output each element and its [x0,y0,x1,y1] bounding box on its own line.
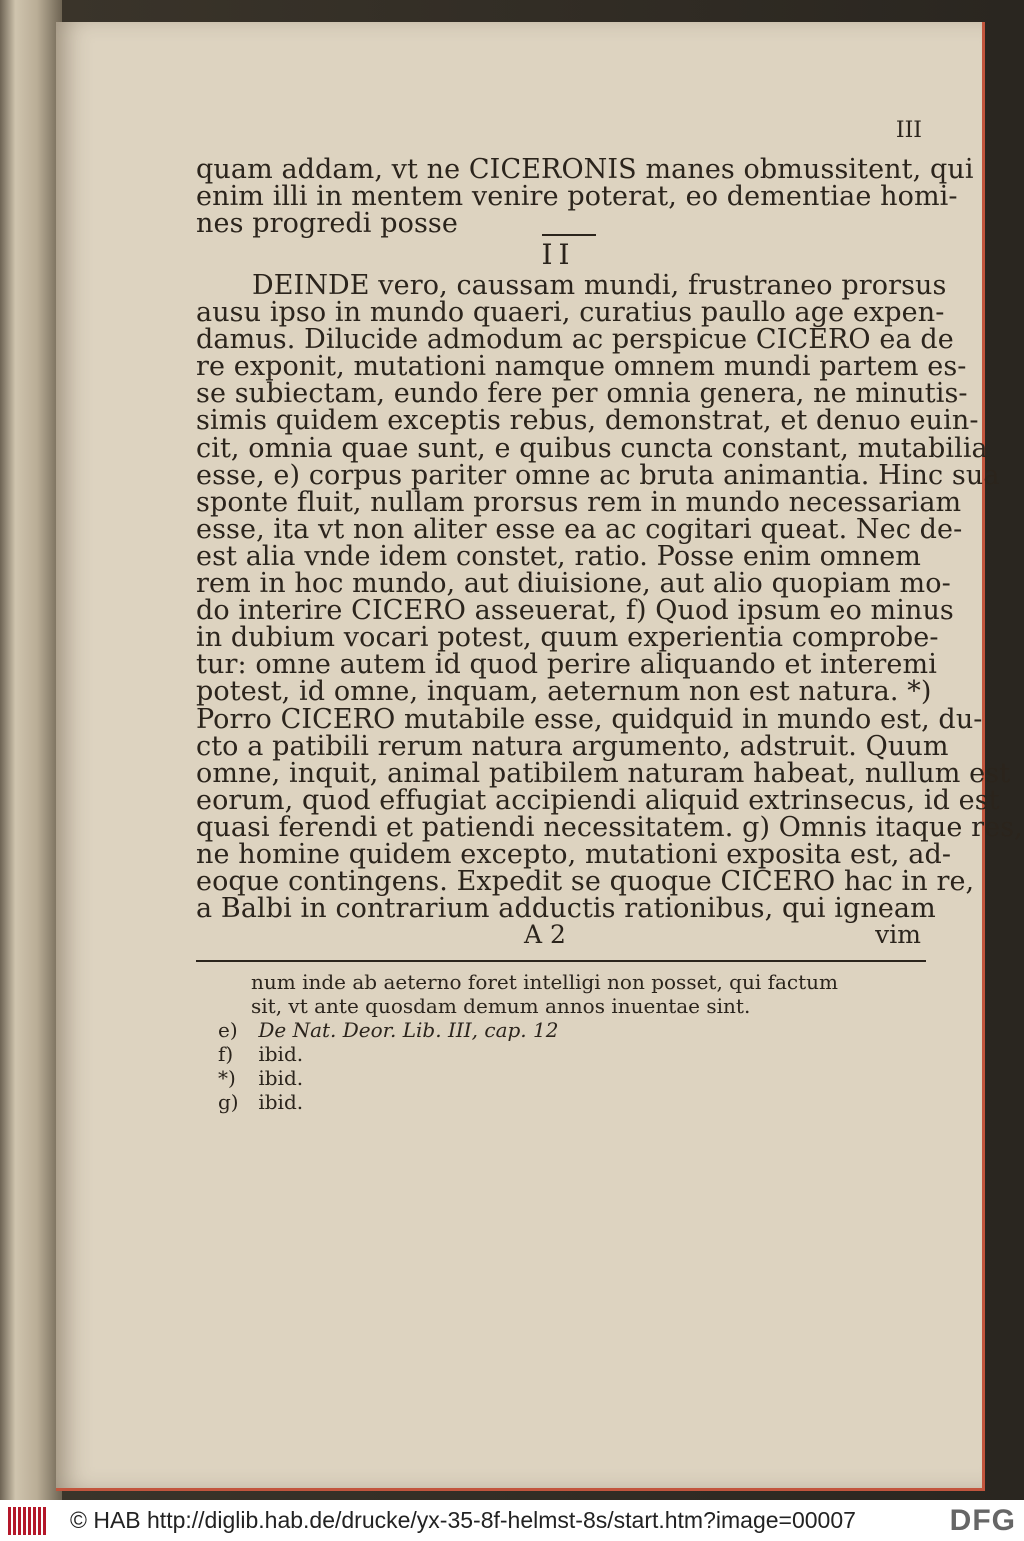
text-line: omne, inquit, animal patibilem naturam habeat, nullum est [196,757,1011,789]
footnote-mark: f) [218,1042,234,1066]
footnote-mark: *) [218,1066,236,1090]
section-heading: II [541,238,576,271]
footnote-text: ibid. [258,1066,304,1090]
page-number: III [895,118,922,143]
footnote-e [196,1018,896,1042]
footnote-rule [196,960,926,962]
footnote-text: De Nat. Deor. Lib. III, cap. 12 [258,1018,559,1042]
text-line: se subiectam, eundo fere per omnia genera, ne minutis- [196,378,968,410]
hab-logo-icon [8,1507,48,1535]
footnote-mark: e) [218,1018,238,1042]
footnote-star [196,1066,896,1090]
text-line: ne homine quidem excepto, mutationi exposita est, ad- [196,838,952,870]
dfg-logo: DFG [949,1504,1016,1537]
signature-mark: A 2 [524,920,566,949]
text-line: ausu ipso in mundo quaeri, curatius paullo age expen- [196,297,945,329]
text-line: potest, id omne, inquam, aeternum non est natura. *) [196,676,932,708]
text-line: in dubium vocari potest, quum experientia comprobe- [196,622,939,654]
text-line: Porro CICERO mutabile esse, quidquid in mundo est, du- [196,703,983,735]
footnotes [196,970,896,1114]
text-line: eoque contingens. Expedit se quoque CICERO hac in re, [196,866,975,898]
text-line: est alia vnde idem constet, ratio. Posse enim omnem [196,540,921,572]
section-heading-block [196,232,921,272]
signature-row [196,920,921,952]
footer-citation: © HAB http://diglib.hab.de/drucke/yx-35-8f-helmst-8s/start.htm?image=00007 [70,1507,856,1533]
text-line: quam addam, vt ne CICERONIS manes obmussitent, qui [196,154,974,185]
text-line: simis quidem exceptis rebus, demonstrat, et denuo euin- [196,405,979,437]
footnote-line: sit, vt ante quosdam demum annos inuentae sint. [251,994,751,1018]
text-line: a Balbi in contrarium adductis rationibus, qui igneam [196,893,936,925]
book-page [56,22,1023,1491]
text-line: cit, omnia quae sunt, e quibus cuncta constant, mutabilia [196,432,988,464]
text-line: rem in hoc mundo, aut diuisione, aut alio quopiam mo- [196,568,951,600]
text-line: re exponit, mutationi namque omnem mundi partem es- [196,351,967,383]
text-line: damus. Dilucide admodum ac perspicue CICERO ea de [196,324,954,356]
text-line: tur: omne autem id quod perire aliquando et interemi [196,649,937,681]
footnote-text: ibid. [258,1042,304,1066]
footnote-g [196,1090,896,1114]
footnote-line: num inde ab aeterno foret intelligi non posset, qui factum [251,970,839,994]
text-line: esse, ita vt non aliter esse ea ac cogitari queat. Nec de- [196,513,963,545]
text-line: do interire CICERO asseuerat, f) Quod ipsum eo minus [196,595,954,627]
footer-bar [0,1500,1024,1541]
footnote-text: ibid. [258,1090,304,1114]
section-body [196,270,1023,925]
text-line: nes progredi posse [196,208,458,240]
text-line: esse, e) corpus pariter omne ac bruta animantia. Hinc sua [196,459,1000,491]
catchword: vim [875,920,921,949]
footnote-mark: g) [218,1090,239,1114]
heading-rule [542,234,596,236]
text-line: cto a patibili rerum natura argumento, adstruit. Quum [196,730,949,762]
text-line: sponte fluit, nullam prorsus rem in mundo necessariam [196,486,962,518]
text-line: eorum, quod effugiat accipiendi aliquid extrinsecus, id est [196,784,1000,816]
footnote-f [196,1042,896,1066]
continued-paragraph [196,154,974,240]
left-page-edge [0,0,62,1500]
text-line: quasi ferendi et patiendi necessitatem. g) Omnis itaque res, [196,811,1023,843]
text-line: DEINDE vero, caussam mundi, frustraneo prorsus [252,270,947,301]
text-line: enim illi in mentem venire poterat, eo dementiae homi- [196,181,958,213]
